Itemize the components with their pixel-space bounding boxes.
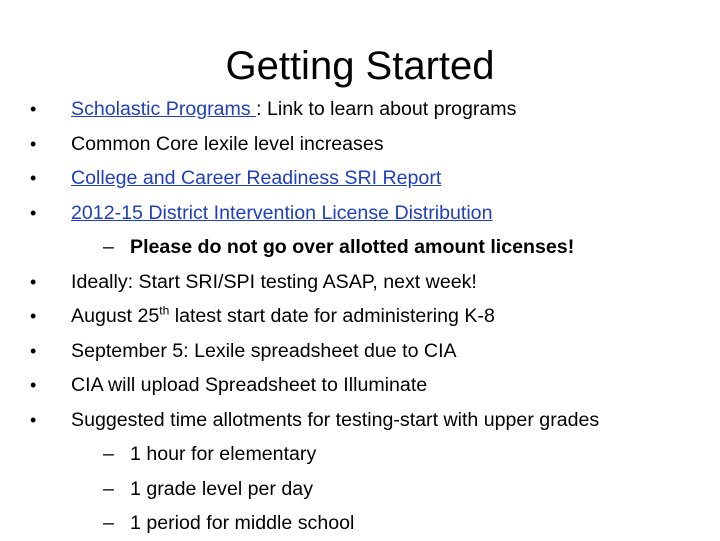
- list-item-text: Common Core lexile level increases: [71, 132, 384, 155]
- list-item: [0, 403, 720, 438]
- list-item: [0, 161, 720, 196]
- sri-report-link[interactable]: College and Career Readiness SRI Report: [71, 167, 442, 189]
- dash-icon: –: [103, 236, 114, 258]
- bullet-icon: •: [30, 375, 37, 395]
- list-item: [0, 92, 720, 127]
- dash-icon: –: [103, 477, 114, 500]
- list-item-text: Scholastic Programs : Link to learn about programs: [71, 98, 517, 120]
- dash-icon: –: [103, 443, 114, 465]
- sub-item-text: Please do not go over allotted amount licenses!: [130, 236, 575, 258]
- list-item: [0, 334, 720, 369]
- bullet-icon: •: [30, 340, 37, 361]
- bullet-icon: •: [30, 99, 37, 119]
- bullet-icon: •: [30, 409, 37, 430]
- dash-icon: –: [103, 512, 114, 534]
- scholastic-programs-link[interactable]: Scholastic Programs: [71, 98, 257, 120]
- sub-item-text: 1 period for middle school: [130, 512, 355, 534]
- list-item-text: [71, 161, 441, 196]
- sub-item-text: 1 hour for elementary: [130, 443, 317, 465]
- bullet-list: [0, 92, 720, 541]
- license-distribution-link[interactable]: 2012-15 District Intervention License Distribution: [71, 201, 493, 224]
- bullet-icon: •: [30, 133, 37, 154]
- bullet-icon: •: [30, 306, 37, 326]
- list-item: [0, 368, 720, 403]
- sub-list-item: [0, 437, 720, 472]
- list-item-text: September 5: Lexile spreadsheet due to CIA: [71, 339, 457, 362]
- sub-item-text: 1 grade level per day: [130, 477, 313, 500]
- sub-list-item: [0, 506, 720, 541]
- list-item: [0, 127, 720, 162]
- list-item: [0, 196, 720, 231]
- bullet-icon: •: [30, 168, 37, 188]
- bullet-icon: •: [30, 202, 37, 223]
- bullet-icon: •: [30, 271, 37, 292]
- list-item: [0, 265, 720, 300]
- sub-list-item: [0, 230, 720, 265]
- list-item-text: Suggested time allotments for testing-start with upper grades: [71, 408, 600, 431]
- list-item-text: CIA will upload Spreadsheet to Illuminate: [71, 374, 428, 396]
- list-item-text: [71, 196, 492, 231]
- slide-title: Getting Started: [225, 44, 495, 88]
- list-item-text: August 25th latest start date for administering K-8: [71, 303, 495, 327]
- sub-list-item: [0, 472, 720, 507]
- list-item-text: Ideally: Start SRI/SPI testing ASAP, next week!: [71, 270, 477, 293]
- list-item: [0, 299, 720, 334]
